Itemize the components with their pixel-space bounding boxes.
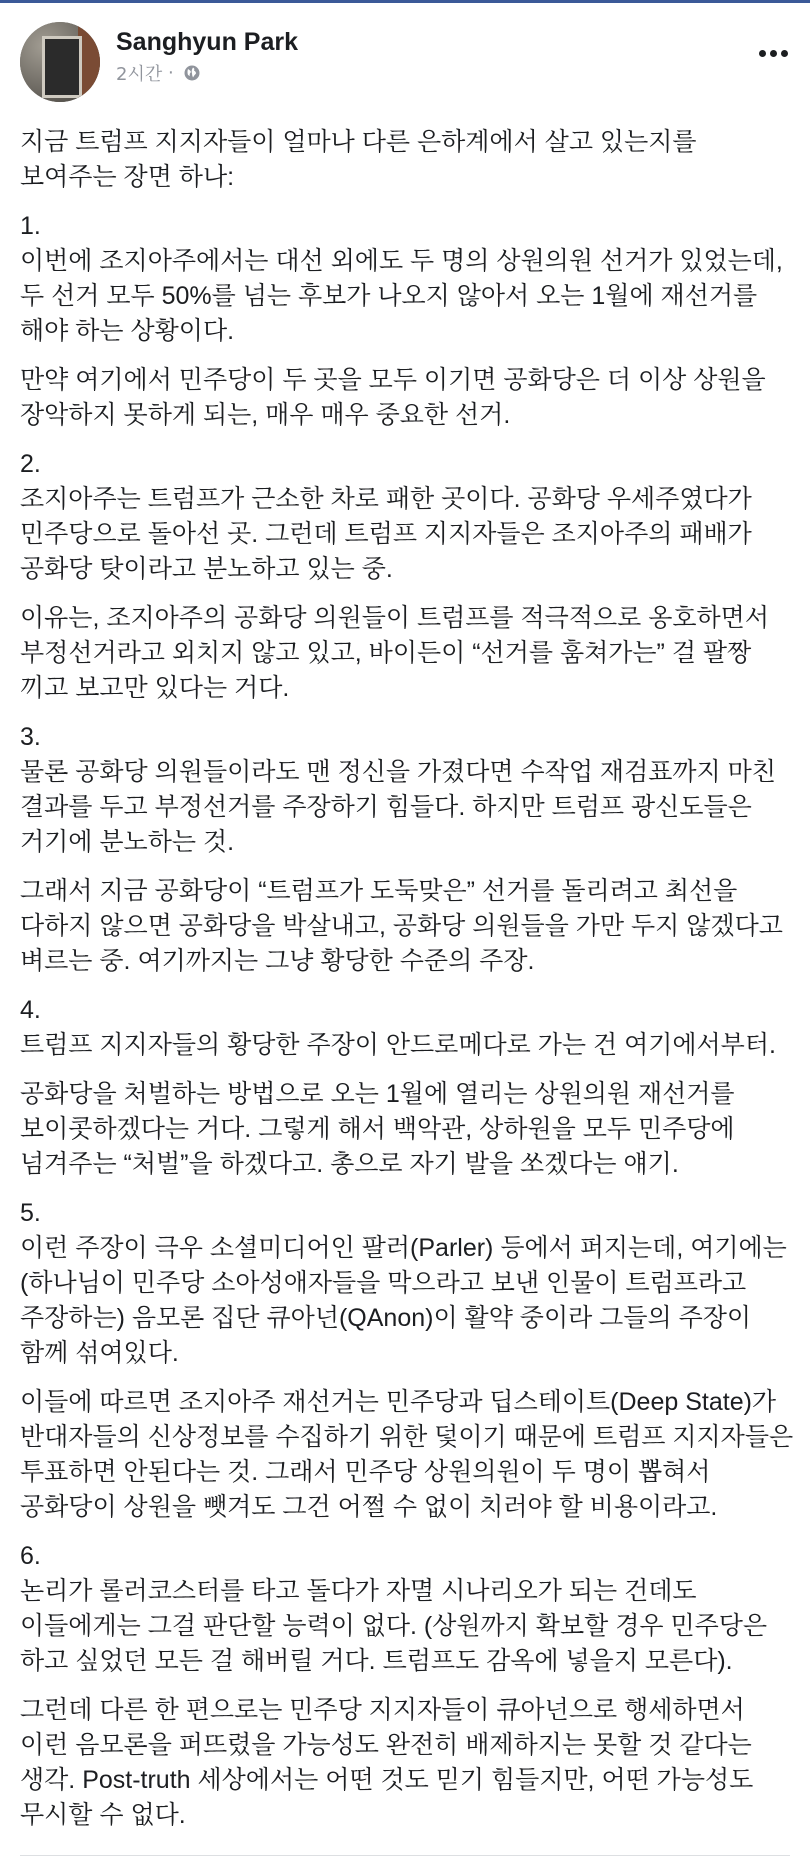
post-paragraph: 이들에 따르면 조지아주 재선거는 민주당과 딥스테이트(Deep State)가 반대자들의 신상정보를 수집하기 위한 덫이기 때문에 트럼프 지지자들은 투표하면 안된다는 것. 그래서 민주당 상원의원이 두 명이 뽑혀서 공화당이 상원을 뺏겨도 그건 어쩔 수 없이 치러야 할 비용이라고.: [20, 1388, 794, 1521]
post-timestamp[interactable]: 2시간: [116, 64, 163, 85]
post-paragraph: 만약 여기에서 민주당이 두 곳을 모두 이기면 공화당은 더 이상 상원을 장악하지 못하게 되는, 매우 매우 중요한 선거.: [20, 366, 766, 429]
more-options-button[interactable]: [748, 42, 788, 62]
post-header: [20, 22, 790, 102]
post-paragraph: 1. 이번에 조지아주에서는 대선 외에도 두 명의 상원의원 선거가 있었는데, 두 선거 모두 50%를 넘는 후보가 나오지 않아서 오는 1월에 재선거를 해야 하는 상황이다.: [20, 212, 783, 345]
post-paragraph: 2. 조지아주는 트럼프가 근소한 차로 패한 곳이다. 공화당 우세주였다가 민주당으로 돌아선 곳. 그런데 트럼프 지지자들은 조지아주의 패배가 공화당 탓이라고 분노하고 있는 중.: [20, 450, 752, 583]
post-paragraph: 그래서 지금 공화당이 “트럼프가 도둑맞은” 선거를 돌리려고 최선을 다하지 않으면 공화당을 박살내고, 공화당 의원들을 가만 두지 않겠다고 벼르는 중. 여기까지는 그냥 황당한 수준의 주장.: [20, 877, 783, 975]
post-body: [20, 125, 796, 1847]
post-meta: [116, 60, 201, 85]
globe-icon: [183, 64, 201, 82]
post-paragraph: 6. 논리가 롤러코스터를 타고 돌다가 자멸 시나리오가 되는 건데도 이들에게는 그걸 판단할 능력이 없다. (상원까지 확보할 경우 민주당은 하고 싶었던 모든 걸 해버릴 거다. 트럼프도 감옥에 넣을지 모른다).: [20, 1542, 768, 1675]
post-paragraph: 이유는, 조지아주의 공화당 의원들이 트럼프를 적극적으로 옹호하면서 부정선거라고 외치지 않고 있고, 바이든이 “선거를 훔쳐가는” 걸 팔짱 끼고 보고만 있다는 거다.: [20, 604, 769, 702]
top-accent-bar: [0, 0, 810, 3]
post-paragraph: 지금 트럼프 지지자들이 얼마나 다른 은하계에서 살고 있는지를 보여주는 장면 하나:: [20, 128, 697, 191]
post-paragraph: 3. 물론 공화당 의원들이라도 맨 정신을 가졌다면 수작업 재검표까지 마친 결과를 두고 부정선거를 주장하기 힘들다. 하지만 트럼프 광신도들은 거기에 분노하는 것.: [20, 723, 776, 856]
post-paragraph: 공화당을 처벌하는 방법으로 오는 1월에 열리는 상원의원 재선거를 보이콧하겠다는 거다. 그렇게 해서 백악관, 상하원을 모두 민주당에 넘겨주는 “처벌”을 하겠다고. 총으로 자기 발을 쏘겠다는 얘기.: [20, 1080, 735, 1178]
post-paragraph: 5. 이런 주장이 극우 소셜미디어인 팔러(Parler) 등에서 퍼지는데, 여기에는 (하나님이 민주당 소아성애자들을 막으라고 보낸 인물이 트럼프라고 주장하는) 음모론 집단 큐아넌(QAnon)이 활약 중이라 그들의 주장이 함께 섞여있다.: [20, 1199, 787, 1367]
more-dots-icon: [759, 50, 766, 57]
post-paragraph: 그런데 다른 한 편으로는 민주당 지지자들이 큐아넌으로 행세하면서 이런 음모론을 퍼뜨렸을 가능성도 완전히 배제하지는 못할 것 같다는 생각. Post-truth 세상에서는 어떤 것도 믿기 힘들지만, 어떤 가능성도 무시할 수 없다.: [20, 1696, 754, 1829]
bottom-divider: [20, 1855, 790, 1856]
post-paragraph: 4. 트럼프 지지자들의 황당한 주장이 안드로메다로 가는 건 여기에서부터.: [20, 996, 776, 1059]
avatar[interactable]: [20, 22, 100, 102]
author-name[interactable]: Sanghyun Park: [116, 28, 298, 56]
meta-separator: ·: [167, 62, 174, 84]
